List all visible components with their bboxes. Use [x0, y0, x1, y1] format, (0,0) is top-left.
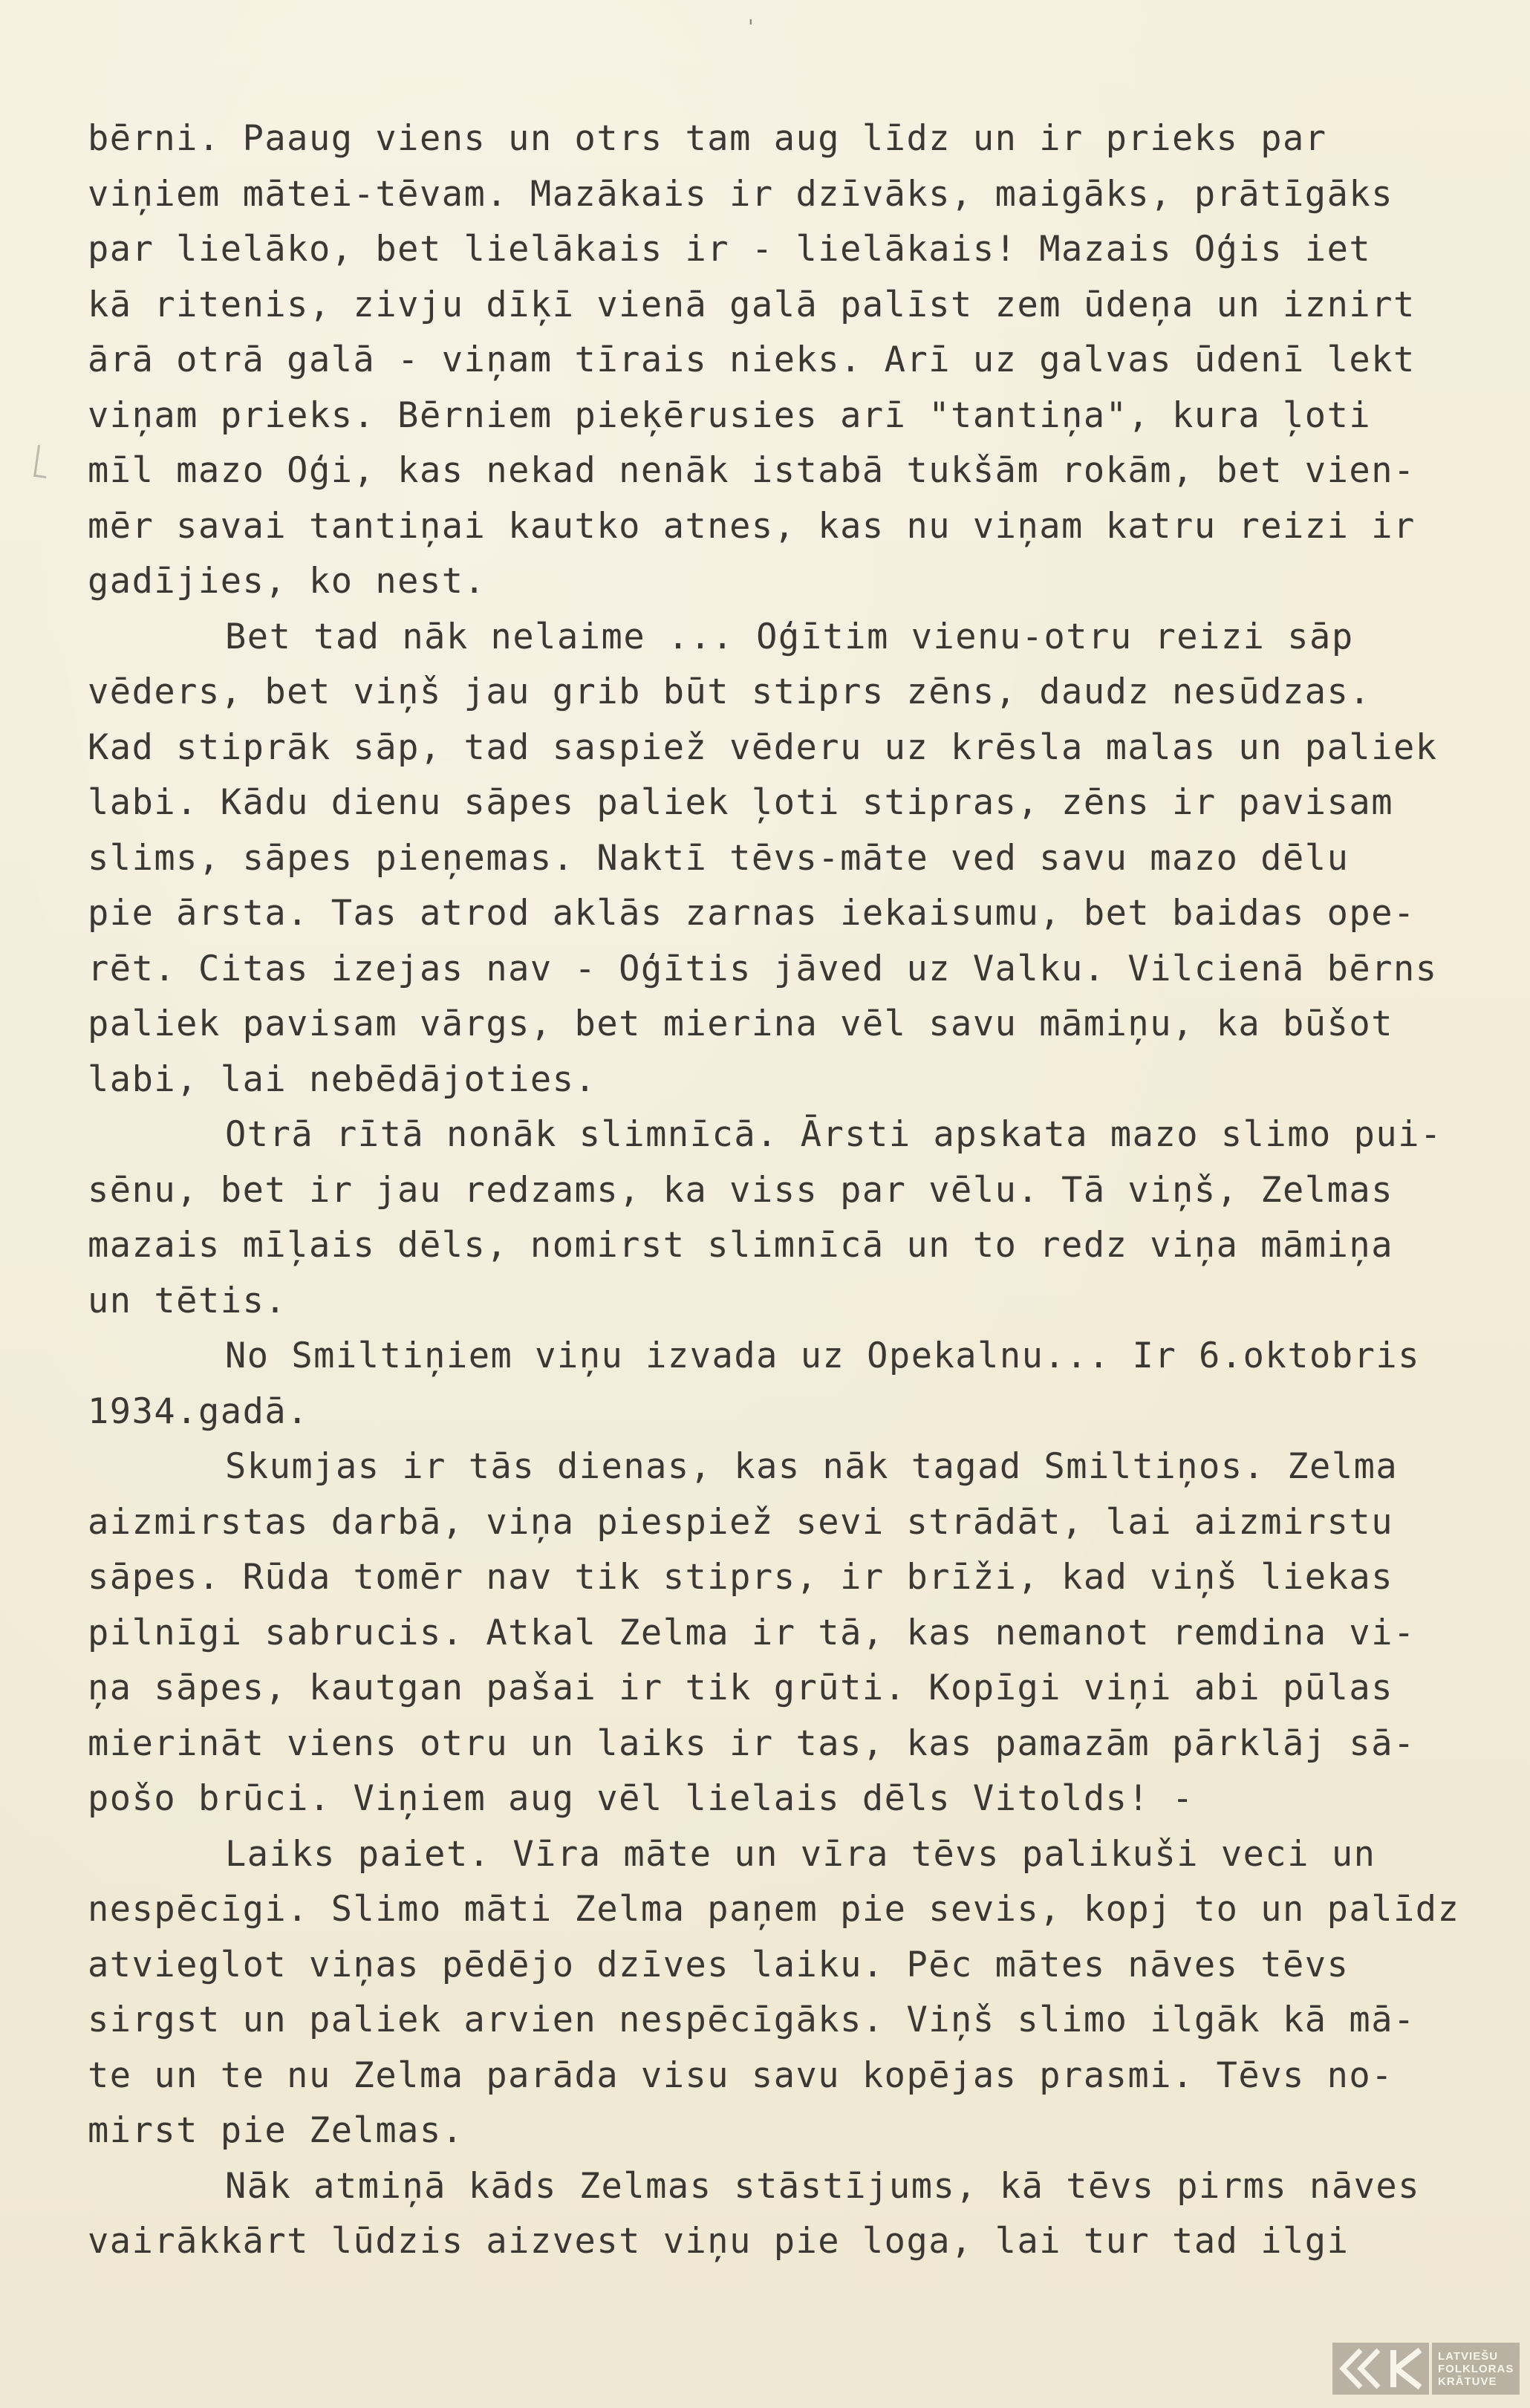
- text-line: Otrā rītā nonāk slimnīcā. Ārsti apskata mazo slimo pui-: [225, 1114, 1442, 1155]
- logo-line-3: KRĀTUVE: [1438, 2375, 1497, 2388]
- margin-mark: [33, 445, 51, 478]
- text-line: te un te nu Zelma parāda visu savu kopējas prasmi. Tēvs no-: [88, 2054, 1393, 2096]
- text-line: ārā otrā galā - viņam tīrais nieks. Arī uz galvas ūdenī lekt: [88, 339, 1416, 380]
- text-line: nespēcīgi. Slimo māti Zelma paņem pie sevis, kopj to un palīdz: [88, 1889, 1460, 1930]
- text-line: slims, sāpes pieņemas. Naktī tēvs-māte ved savu mazo dēlu: [88, 837, 1350, 879]
- text-line: ņa sāpes, kautgan pašai ir tik grūti. Kopīgi viņi abi pūlas: [88, 1667, 1393, 1708]
- text-line: kā ritenis, zivju dīķī vienā galā palīst zem ūdeņa un iznirt: [88, 284, 1416, 325]
- text-line: rēt. Citas izejas nav - Oģītis jāved uz Valku. Vilcienā bērns: [88, 948, 1438, 989]
- text-line: vairākkārt lūdzis aizvest viņu pie loga, lai tur tad ilgi: [88, 2221, 1350, 2262]
- text-line: mēr savai tantiņai kautko atnes, kas nu viņam katru reizi ir: [88, 505, 1416, 547]
- text-line: aizmirstas darbā, viņa piespiež sevi strādāt, lai aizmirstu: [88, 1501, 1393, 1543]
- text-line: pie ārsta. Tas atrod aklās zarnas iekaisumu, bet baidas ope-: [88, 893, 1416, 934]
- text-line: paliek pavisam vārgs, bet mierina vēl savu māmiņu, ka būšot: [88, 1003, 1393, 1044]
- text-line: bērni. Paaug viens un otrs tam aug līdz un ir prieks par: [88, 118, 1327, 159]
- text-line: Nāk atmiņā kāds Zelmas stāstījums, kā tēvs pirms nāves: [225, 2165, 1421, 2207]
- text-line: mīl mazo Oģi, kas nekad nenāk istabā tukšām rokām, bet vien-: [88, 450, 1416, 491]
- logo-line-1: LATVIEŠU: [1438, 2349, 1499, 2363]
- text-line: pilnīgi sabrucis. Atkal Zelma ir tā, kas nemanot remdina vi-: [88, 1612, 1416, 1653]
- text-line: sirgst un paliek arvien nespēcīgāks. Viņš slimo ilgāk kā mā-: [88, 1999, 1416, 2040]
- logo-line-2: FOLKLORAS: [1438, 2362, 1514, 2375]
- typewritten-text: [88, 111, 1499, 2270]
- text-line: viņam prieks. Bērniem pieķērusies arī "tantiņa", kura ļoti: [88, 394, 1372, 436]
- top-mark: ': [745, 16, 757, 39]
- text-line: un tētis.: [88, 1280, 287, 1321]
- text-line: atvieglot viņas pēdējo dzīves laiku. Pēc mātes nāves tēvs: [88, 1944, 1350, 1985]
- text-line: pošo brūci. Viņiem aug vēl lielais dēls Vitolds! -: [88, 1778, 1194, 1819]
- text-line: Bet tad nāk nelaime ... Oģītim vienu-otru reizi sāp: [225, 616, 1354, 657]
- text-line: vēders, bet viņš jau grib būt stiprs zēns, daudz nesūdzas.: [88, 671, 1372, 712]
- text-line: mirst pie Zelmas.: [88, 2110, 464, 2151]
- text-line: gadījies, ko nest.: [88, 561, 486, 602]
- text-line: mazais mīļais dēls, nomirst slimnīcā un to redz viņa māmiņa: [88, 1225, 1393, 1266]
- text-line: 1934.gadā.: [88, 1390, 309, 1432]
- text-line: labi, lai nebēdājoties.: [88, 1058, 597, 1100]
- text-line: Skumjas ir tās dienas, kas nāk tagad Smiltiņos. Zelma: [225, 1446, 1399, 1487]
- text-line: viņiem mātei-tēvam. Mazākais ir dzīvāks, maigāks, prātīgāks: [88, 173, 1393, 215]
- text-line: Laiks paiet. Vīra māte un vīra tēvs palikuši veci un: [225, 1833, 1376, 1875]
- text-line: par lielāko, bet lielākais ir - lielākais! Mazais Oģis iet: [88, 229, 1372, 270]
- text-line: sāpes. Rūda tomēr nav tik stiprs, ir brīži, kad viņš liekas: [88, 1557, 1393, 1598]
- lfk-logo-icon: [1332, 2343, 1429, 2395]
- text-line: mierināt viens otru un laiks ir tas, kas pamazām pārklāj sā-: [88, 1722, 1416, 1764]
- text-line: labi. Kādu dienu sāpes paliek ļoti stipras, zēns ir pavisam: [88, 782, 1393, 823]
- text-line: No Smiltiņiem viņu izvada uz Opekalnu... Ir 6.oktobris: [225, 1335, 1421, 1376]
- archive-logo: [1332, 2340, 1520, 2398]
- text-line: sēnu, bet ir jau redzams, ka viss par vēlu. Tā viņš, Zelmas: [88, 1169, 1393, 1211]
- text-line: Kad stiprāk sāp, tad saspiež vēderu uz krēsla malas un paliek: [88, 726, 1438, 768]
